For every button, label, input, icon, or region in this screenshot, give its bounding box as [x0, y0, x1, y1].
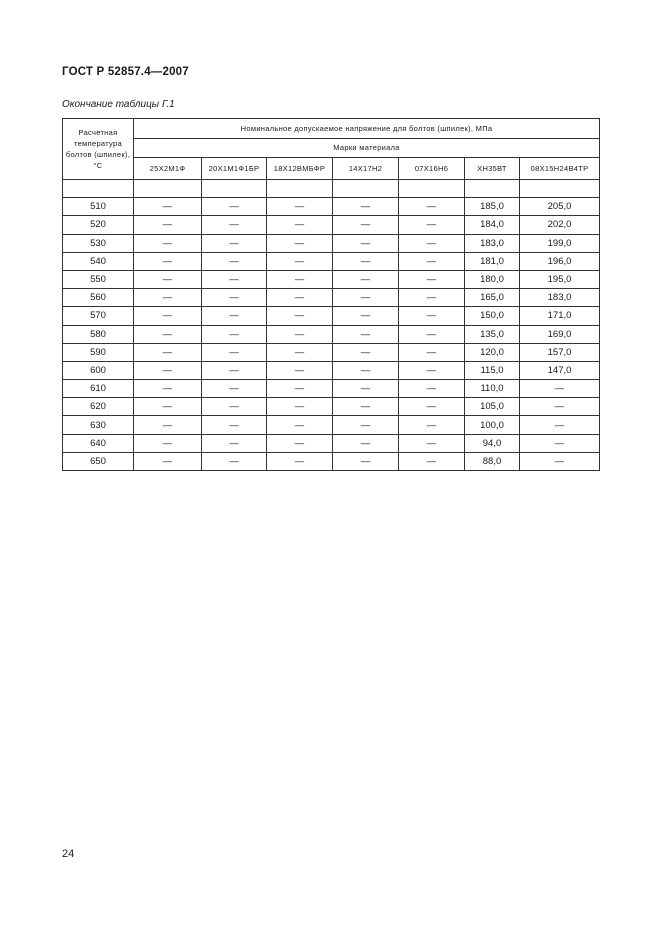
- stress-value-cell: —: [134, 216, 202, 234]
- temperature-cell: 600: [63, 361, 134, 379]
- stress-value-cell: —: [202, 198, 267, 216]
- stress-value-cell: —: [520, 416, 600, 434]
- stress-value-cell: —: [134, 380, 202, 398]
- table-row: [63, 361, 600, 379]
- stress-value-cell: —: [267, 380, 333, 398]
- column-header: 08Х15Н24В4ТР: [520, 158, 600, 180]
- stress-value-cell: —: [399, 252, 465, 270]
- stress-value-cell: —: [134, 434, 202, 452]
- stress-value-cell: 110,0: [465, 380, 520, 398]
- table-row: [63, 289, 600, 307]
- temperature-cell: 570: [63, 307, 134, 325]
- stress-value-cell: 195,0: [520, 270, 600, 288]
- temperature-cell: 540: [63, 252, 134, 270]
- stress-value-cell: —: [202, 325, 267, 343]
- stress-value-cell: —: [333, 325, 399, 343]
- table-row: [63, 398, 600, 416]
- stress-value-cell: —: [399, 452, 465, 470]
- stress-value-cell: —: [267, 289, 333, 307]
- temperature-cell: 590: [63, 343, 134, 361]
- table-row: [63, 434, 600, 452]
- table-row: [63, 307, 600, 325]
- table-row: [63, 325, 600, 343]
- temperature-header: Расчетная температура болтов (шпилек), °С: [63, 119, 134, 180]
- stress-value-cell: —: [333, 380, 399, 398]
- stress-value-cell: —: [399, 270, 465, 288]
- stress-value-cell: —: [134, 234, 202, 252]
- stress-value-cell: —: [134, 252, 202, 270]
- stress-value-cell: —: [399, 343, 465, 361]
- stress-value-cell: —: [399, 198, 465, 216]
- stress-value-cell: 169,0: [520, 325, 600, 343]
- stress-value-cell: —: [399, 398, 465, 416]
- stress-value-cell: —: [202, 343, 267, 361]
- stress-value-cell: 181,0: [465, 252, 520, 270]
- stress-value-cell: 115,0: [465, 361, 520, 379]
- stress-value-cell: —: [333, 434, 399, 452]
- stress-value-cell: 150,0: [465, 307, 520, 325]
- stress-value-cell: —: [399, 307, 465, 325]
- stress-value-cell: —: [134, 398, 202, 416]
- column-header: 25Х2М1Ф: [134, 158, 202, 180]
- stress-value-cell: 157,0: [520, 343, 600, 361]
- stress-value-cell: —: [333, 398, 399, 416]
- stress-value-cell: —: [333, 252, 399, 270]
- stress-value-cell: —: [267, 361, 333, 379]
- material-grades-header: Марки материала: [134, 138, 600, 158]
- table-row: [63, 234, 600, 252]
- table-row: [63, 416, 600, 434]
- column-header: 07Х16Н6: [399, 158, 465, 180]
- stress-value-cell: 100,0: [465, 416, 520, 434]
- stress-value-cell: —: [134, 452, 202, 470]
- temperature-cell: 640: [63, 434, 134, 452]
- stress-value-cell: 199,0: [520, 234, 600, 252]
- stress-value-cell: —: [520, 434, 600, 452]
- header-spacer-row: [63, 180, 600, 198]
- stress-value-cell: —: [267, 452, 333, 470]
- temperature-cell: 650: [63, 452, 134, 470]
- stress-value-cell: —: [202, 361, 267, 379]
- stress-value-cell: —: [399, 361, 465, 379]
- stress-value-cell: —: [333, 307, 399, 325]
- stress-value-cell: 202,0: [520, 216, 600, 234]
- stress-value-cell: 196,0: [520, 252, 600, 270]
- stress-value-cell: —: [202, 380, 267, 398]
- table-row: [63, 252, 600, 270]
- stress-value-cell: —: [399, 289, 465, 307]
- stress-value-cell: —: [202, 216, 267, 234]
- column-header: 18Х12ВМБФР: [267, 158, 333, 180]
- stress-value-cell: —: [134, 198, 202, 216]
- stress-value-cell: —: [399, 234, 465, 252]
- stress-value-cell: —: [202, 434, 267, 452]
- table-caption: Окончание таблицы Г.1: [62, 99, 175, 110]
- stress-value-cell: 185,0: [465, 198, 520, 216]
- temperature-cell: 560: [63, 289, 134, 307]
- column-header: 14Х17Н2: [333, 158, 399, 180]
- stress-value-cell: —: [134, 289, 202, 307]
- column-header: 20Х1М1Ф1БР: [202, 158, 267, 180]
- stress-value-cell: —: [333, 270, 399, 288]
- stress-value-cell: —: [134, 325, 202, 343]
- temperature-cell: 550: [63, 270, 134, 288]
- stress-value-cell: —: [267, 398, 333, 416]
- stress-value-cell: —: [202, 289, 267, 307]
- stress-value-cell: —: [333, 452, 399, 470]
- stress-value-cell: 135,0: [465, 325, 520, 343]
- stress-value-cell: 180,0: [465, 270, 520, 288]
- stress-value-cell: —: [134, 270, 202, 288]
- stress-value-cell: —: [333, 216, 399, 234]
- stress-value-cell: 184,0: [465, 216, 520, 234]
- stress-value-cell: —: [202, 252, 267, 270]
- stress-value-cell: —: [267, 434, 333, 452]
- temperature-cell: 620: [63, 398, 134, 416]
- stress-value-cell: —: [202, 416, 267, 434]
- stress-value-cell: 183,0: [465, 234, 520, 252]
- temperature-cell: 520: [63, 216, 134, 234]
- temperature-cell: 630: [63, 416, 134, 434]
- stress-value-cell: —: [399, 216, 465, 234]
- stress-value-cell: 105,0: [465, 398, 520, 416]
- table-row: [63, 270, 600, 288]
- stress-value-cell: —: [134, 361, 202, 379]
- stress-value-cell: —: [267, 216, 333, 234]
- stress-value-cell: 120,0: [465, 343, 520, 361]
- stress-value-cell: —: [134, 343, 202, 361]
- stress-value-cell: —: [333, 416, 399, 434]
- column-header: ХН35ВТ: [465, 158, 520, 180]
- stress-value-cell: —: [267, 416, 333, 434]
- stress-table: [62, 118, 600, 471]
- table-row: [63, 216, 600, 234]
- stress-value-cell: —: [267, 325, 333, 343]
- document-title: ГОСТ Р 52857.4—2007: [62, 66, 189, 78]
- stress-value-cell: —: [202, 398, 267, 416]
- stress-value-cell: —: [202, 307, 267, 325]
- table-row: [63, 343, 600, 361]
- stress-value-cell: —: [333, 343, 399, 361]
- stress-value-cell: 165,0: [465, 289, 520, 307]
- stress-value-cell: 183,0: [520, 289, 600, 307]
- table-row: [63, 198, 600, 216]
- stress-value-cell: 94,0: [465, 434, 520, 452]
- stress-value-cell: —: [333, 198, 399, 216]
- stress-value-cell: —: [267, 270, 333, 288]
- stress-value-cell: —: [267, 198, 333, 216]
- table-row: [63, 452, 600, 470]
- stress-value-cell: —: [399, 434, 465, 452]
- temperature-cell: 610: [63, 380, 134, 398]
- stress-value-cell: —: [520, 452, 600, 470]
- stress-value-cell: —: [202, 270, 267, 288]
- stress-value-cell: 88,0: [465, 452, 520, 470]
- stress-value-cell: 205,0: [520, 198, 600, 216]
- stress-value-cell: —: [202, 234, 267, 252]
- temperature-cell: 510: [63, 198, 134, 216]
- stress-value-cell: —: [267, 252, 333, 270]
- temperature-cell: 580: [63, 325, 134, 343]
- page-number: 24: [62, 848, 75, 860]
- stress-value-cell: —: [134, 416, 202, 434]
- stress-value-cell: —: [267, 343, 333, 361]
- stress-value-cell: —: [202, 452, 267, 470]
- stress-value-cell: —: [520, 398, 600, 416]
- stress-group-header: Номинальное допускаемое напряжение для болтов (шпилек), МПа: [134, 119, 600, 139]
- table-row: [63, 380, 600, 398]
- stress-value-cell: —: [399, 416, 465, 434]
- stress-value-cell: —: [267, 307, 333, 325]
- stress-value-cell: —: [333, 234, 399, 252]
- stress-value-cell: —: [399, 380, 465, 398]
- stress-value-cell: 171,0: [520, 307, 600, 325]
- stress-value-cell: —: [267, 234, 333, 252]
- stress-value-cell: —: [134, 307, 202, 325]
- stress-value-cell: —: [333, 361, 399, 379]
- stress-value-cell: 147,0: [520, 361, 600, 379]
- stress-value-cell: —: [399, 325, 465, 343]
- stress-value-cell: —: [333, 289, 399, 307]
- stress-value-cell: —: [520, 380, 600, 398]
- temperature-cell: 530: [63, 234, 134, 252]
